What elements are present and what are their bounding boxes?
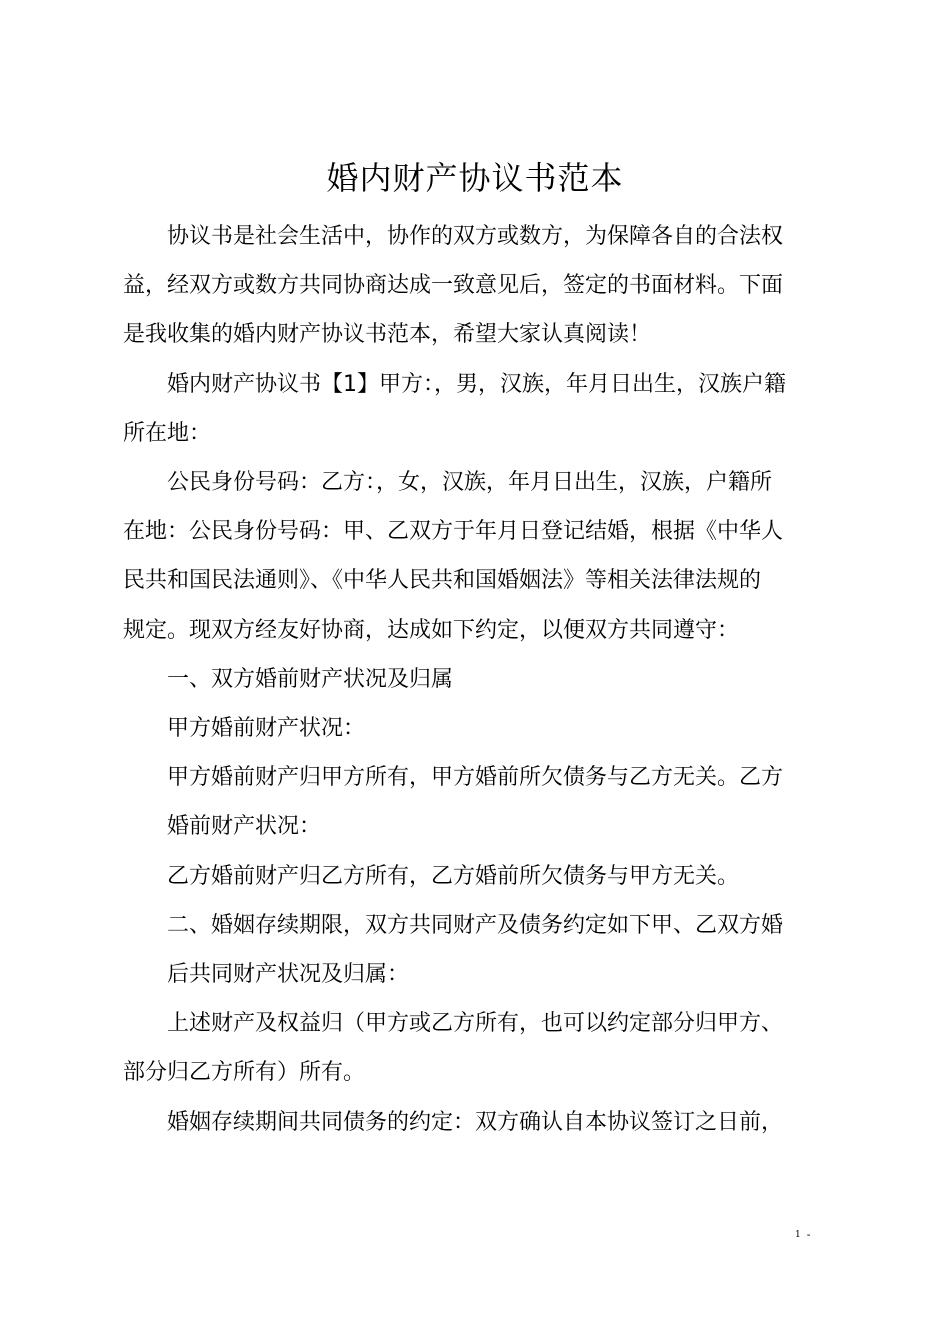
text-line: 二、婚姻存续期限，双方共同财产及债务约定如下甲、乙双方婚 xyxy=(123,912,784,938)
text-line: 后共同财产状况及归属： xyxy=(123,962,410,988)
text-line: 乙方婚前财产归乙方所有，乙方婚前所欠债务与甲方无关。 xyxy=(123,863,740,889)
page-number-value: 1 xyxy=(795,1230,801,1240)
page-number xyxy=(795,1228,810,1242)
text-line: 甲方婚前财产状况： xyxy=(123,716,366,742)
text-line: 甲方婚前财产归甲方所有，甲方婚前所欠债务与乙方无关。乙方 xyxy=(123,765,784,791)
text-line: 益，经双方或数方共同协商达成一致意见后，签定的书面材料。下面 xyxy=(123,273,784,299)
document-body xyxy=(123,212,835,1147)
text-line: 是我收集的婚内财产协议书范本，希望大家认真阅读！ xyxy=(123,322,652,348)
text-line: 一、双方婚前财产状况及归属 xyxy=(123,666,454,692)
text-line: 婚内财产协议书【1】甲方：，男，汉族，年月日出生，汉族户籍 xyxy=(123,371,786,397)
text-line: 规定。现双方经友好协商，达成如下约定，以便双方共同遵守： xyxy=(123,617,740,643)
document-title: 婚内财产协议书范本 xyxy=(326,159,624,197)
text-line: 婚姻存续期间共同债务的约定：双方确认自本协议签订之日前， xyxy=(123,1109,784,1135)
text-line: 婚前财产状况： xyxy=(123,814,322,840)
page-number-suffix: - xyxy=(806,1228,811,1241)
text-line: 在地：公民身份号码：甲、乙双方于年月日登记结婚，根据《中华人 xyxy=(123,519,784,545)
text-line: 上述财产及权益归（甲方或乙方所有，也可以约定部分归甲方、 xyxy=(123,1011,784,1037)
text-line: 公民身份号码：乙方：，女，汉族，年月日出生，汉族，户籍所 xyxy=(123,470,773,496)
text-line: 协议书是社会生活中，协作的双方或数方，为保障各自的合法权 xyxy=(123,224,784,249)
text-line: 民共和国民法通则》、《中华人民共和国婚姻法》等相关法律法规的 xyxy=(123,568,762,594)
text-line: 所在地： xyxy=(123,420,212,446)
text-line: 部分归乙方所有）所有。 xyxy=(123,1060,366,1086)
